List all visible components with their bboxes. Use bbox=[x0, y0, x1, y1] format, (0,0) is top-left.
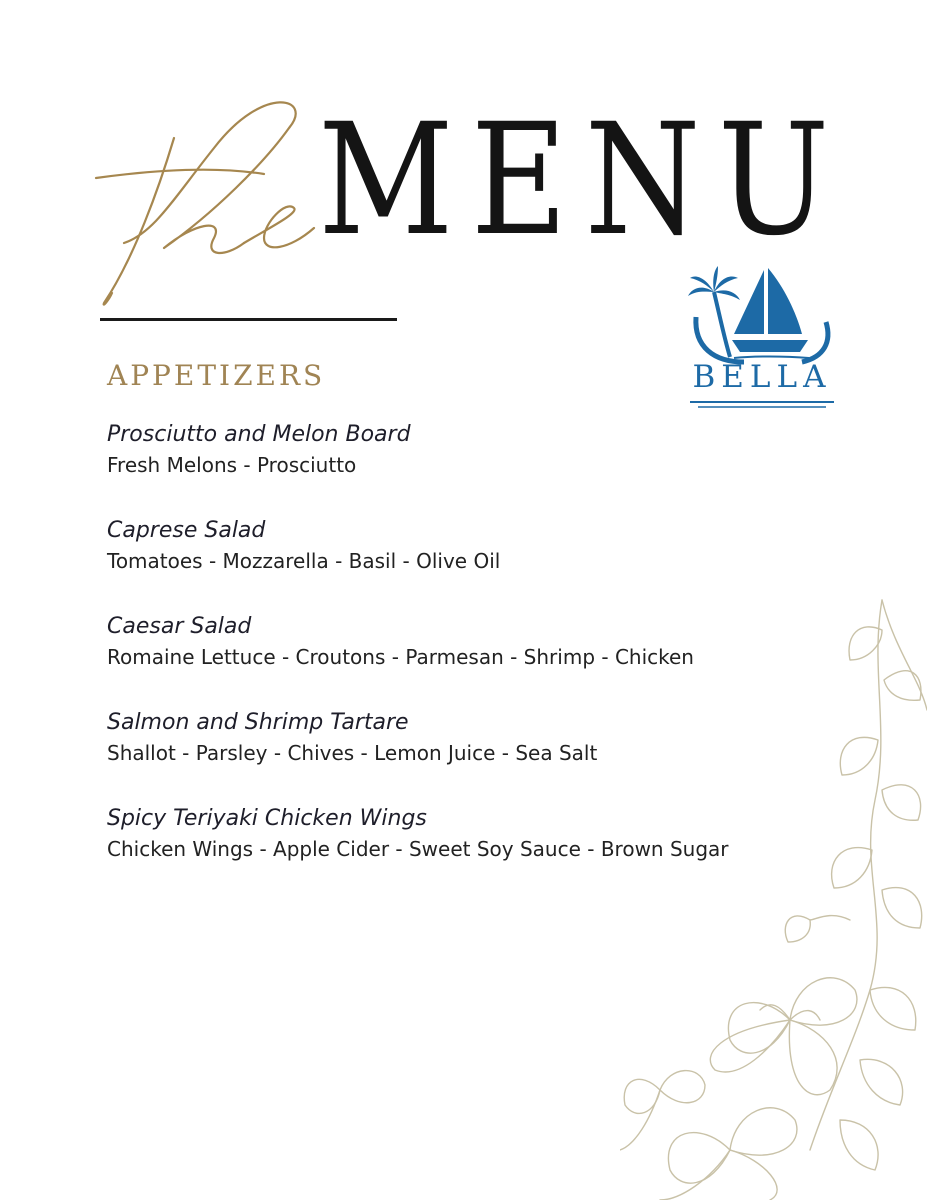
menu-item-name: Caesar Salad bbox=[107, 614, 252, 639]
logo-wordmark: BELLA bbox=[692, 359, 832, 395]
menu-title: MENU bbox=[318, 91, 847, 270]
menu-item-name: Caprese Salad bbox=[107, 518, 266, 543]
floral-line-art-icon bbox=[620, 590, 927, 1200]
menu-item-description: Fresh Melons - Prosciutto bbox=[107, 453, 357, 477]
section-title-appetizers: APPETIZERS bbox=[107, 359, 326, 392]
script-the-lettering bbox=[64, 88, 324, 318]
menu-item bbox=[107, 420, 807, 516]
menu-item-description: Shallot - Parsley - Chives - Lemon Juice - Sea Salt bbox=[107, 741, 598, 765]
menu-item-description: Romaine Lettuce - Croutons - Parmesan - Shrimp - Chicken bbox=[107, 645, 694, 669]
title-underline bbox=[100, 318, 397, 321]
menu-item-description: Tomatoes - Mozzarella - Basil - Olive Oil bbox=[107, 549, 501, 573]
menu-item-name: Spicy Teriyaki Chicken Wings bbox=[107, 806, 427, 831]
menu-item-name: Salmon and Shrimp Tartare bbox=[107, 710, 409, 735]
menu-item-name: Prosciutto and Melon Board bbox=[107, 422, 411, 447]
menu-item-description: Chicken Wings - Apple Cider - Sweet Soy Sauce - Brown Sugar bbox=[107, 837, 729, 861]
